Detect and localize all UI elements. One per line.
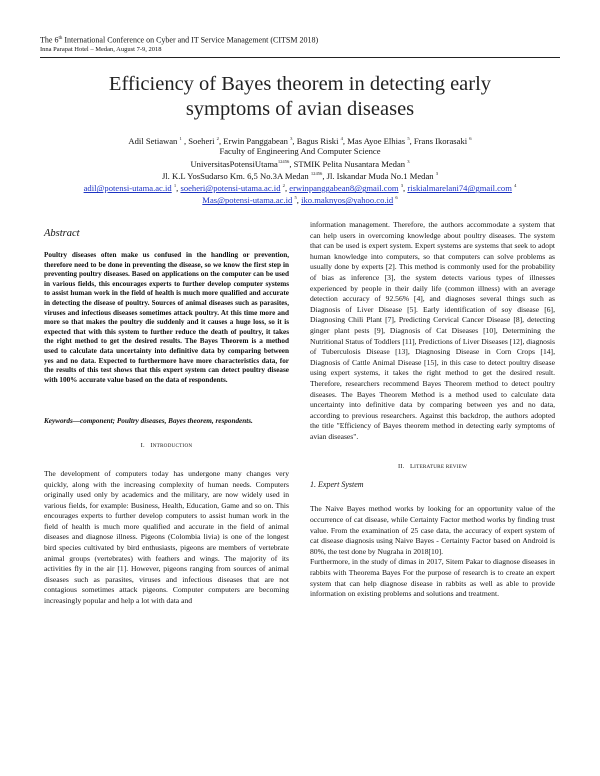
email-line-2: Mas@potensi-utama.ac.id $^5$, iko.maknyos@yahoo.co.id $^6$ (202, 195, 398, 206)
page-header (40, 34, 560, 54)
conference-venue: Inna Parapat Hotel – Medan, August 7-9, 2018 (40, 45, 162, 53)
faculty: Faculty of Engineering And Computer Science (219, 146, 381, 157)
section-heading-introduction: I. INTRODUCTION (140, 441, 193, 449)
literature-paragraph: The Naive Bayes method works by looking for an opportunity value of the occurrence of cat disease, while Certainty Factor method works by finding trust value. From the examination of 25 case data, the accuracy of expert system of cat disease diagnosis using Naive Bayes - Certainty Factor based on Android is 80%, the test done by Nugraha in 2018[10]. (310, 504, 555, 556)
introduction-paragraph: The development of computers today has undergone many changes very quickly, along with the increasing complexity of human needs. Computers originally used only by academics and the military, are now widely used in various fields, for example: Business, Health, Education, Game and so on. This encourages experts to further develop computers to assist human work in the field of health is much more qualified and accurate in the field of animal diseases and diagnose illness. Pigeons (Colombia livia) is one of the longest bird species cultivated by bird enthusiasts, pigeons are members of vertebrate animal groups (vertebrates) with feathers and wings. The majority of its activities fly in the air [1]. However, pigeons ranging from sources of animal diseases such as parasites, viruses and infectious diseases that are not contagious sometimes attack pigeons. Computer computers are becoming increasingly popular and help a lot with data and (44, 468, 289, 606)
affiliations: UniversitasPotensiUtama$^{12456}$, STMIK Pelita Nusantara Medan $^3$ (190, 158, 410, 169)
author-block (40, 134, 560, 206)
email-link[interactable]: erwinpanggabean8@gmail.com (289, 183, 399, 194)
subsection-heading: 1. Expert System (310, 480, 364, 490)
paper-title: Efficiency of Bayes theorem in detecting early symptoms of avian diseases (108, 73, 492, 120)
email-link[interactable]: adil@potensi-utama.ac.id (83, 183, 172, 194)
keywords: Keywords—component; Poultry diseases, Bayes theorem, respondents. (44, 417, 253, 426)
literature-paragraph: Furthermore, in the study of dimas in 2017, Sitem Pakar to diagnose diseases in rabbits with Theorema Bayes For the purpose of research is to create an expert system that can help diagnose disease in rabbits as well as able to provide information on existing problems and solutions and treatment. (310, 557, 555, 599)
introduction-paragraph-continued: information management. Therefore, the authors accommodate a system that can help users in overcoming knowledge about poultry diseases. The system that can be used is expert system. Expert systems are systems that seek to adopt human knowledge into computers, so that computers can solve problems as usually done by experts [2]. This method is commonly used for the probability of bias as inference [3], the system detects various types of illnesses experienced by people in their daily life (common illness) with an average detection accuracy of 92.56% [4], and diagnoses several things such as Diagnosis of Liver Disease [5]. Early identification of soy disease [6], Diagnosing Chili Plant [7], Predicting Cervical Cancer Disease [8], detecting ginger plant pests [9], Diagnosis of Cat Diseases [10], Determining the Nutritional Status of Toddlers [11], Predictions of Liver Diseases [12], diagnosis of Tuberculosis Disease [13], Diagnosing Disease in Corn Crops [14], Diagnosis of Cattle Animal Disease [15], in this case to detect poultry disease using expert systems, it takes the right method to get the desired result. Therefore, researchers recommend Bayes Theorem method to detect poultry diseases. The Bayes Theorem Method is a method used to calculate data uncertainty into definitive data by comparing between yes and no data, according to previous researchers. Against this backdrop, the authors adopted the title "Efficiency of Bayes theorem method in detecting early symptoms of avian diseases". (310, 220, 555, 441)
email-link[interactable]: soeheri@potensi-utama.ac.id (180, 183, 281, 194)
addresses: Jl. K.L YosSudarso Km. 6,5 No.3A Medan $^{12456}$, Jl. Iskandar Muda No.1 Medan $^3$ (161, 170, 439, 181)
left-column (44, 228, 289, 607)
abstract-text: Poultry diseases often make us confused in the handling or prevention, therefore need to be done in preventing the disease, so we know the first step in preventing poultry diseases. Based on applications on the computer can be used in various fields, this encourages experts to further develop computer systems to assist human work in the field of health is much more qualified and accurate in detecting the disease of poultry. Sources of animal diseases such as parasites, viruses and infectious diseases sometimes attack poultry. At this time more and more so that makes the poultry die suddenly and it causes a huge loss, so it is expected that with this system to further reduce the death of poultry, it takes the right method to get the desired results. The Bayes Theorem is a method used to calculate data uncertainty into definitive data by comparing between yes and no data. Expected to furthermore have more characteristics data, for the results of this test shows that this expert system can detect poultry disease with 100% accurate value based on the data of respondents. (44, 251, 289, 384)
email-link[interactable]: Mas@potensi-utama.ac.id (202, 195, 293, 206)
right-column (310, 220, 555, 600)
email-link[interactable]: riskialmarelani74@gmail.com (407, 183, 512, 194)
abstract-heading: Abstract (44, 228, 80, 239)
header-rule (40, 57, 560, 58)
section-heading-literature-review: II. LITERATURE REVIEW (397, 463, 468, 471)
author-names: Adil Setiawan $^1$ , Soeheri $^2$, Erwin Panggabean $^3$, Bagus Riski $^4$, Mas Ayoe Elhias $^5$, Frans Ikorasaki $^6$ (128, 135, 472, 146)
email-line-1: adil@potensi-utama.ac.id $^1$, soeheri@potensi-utama.ac.id $^2$, erwinpanggabean8@gmail.com $^3$, riskialmarelani74@gmail.com $^4$ (83, 183, 517, 194)
email-link[interactable]: iko.maknyos@yahoo.co.id (301, 195, 394, 206)
conference-name: The 6th International Conference on Cyber and IT Service Management (CITSM 2018) (40, 35, 319, 45)
